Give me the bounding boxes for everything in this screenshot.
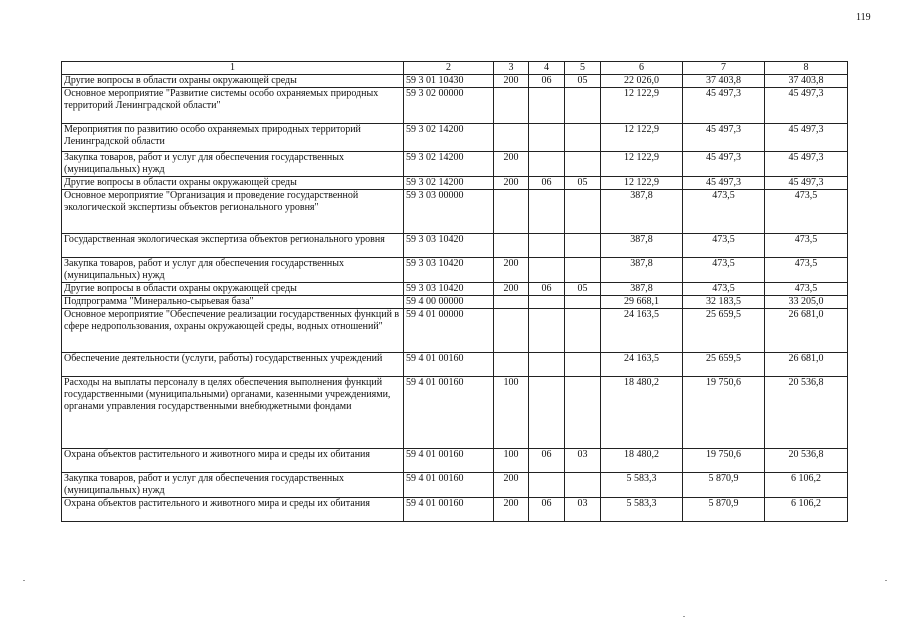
row-vr-cell: 200 bbox=[494, 152, 529, 177]
row-rz-cell bbox=[529, 353, 565, 377]
row-code-cell: 59 3 03 10420 bbox=[404, 234, 494, 258]
row-vr-cell bbox=[494, 124, 529, 152]
row-vr-cell: 100 bbox=[494, 377, 529, 449]
row-code-cell: 59 3 02 14200 bbox=[404, 124, 494, 152]
row-amount-2021-cell: 5 870,9 bbox=[683, 473, 765, 498]
row-pr-cell bbox=[565, 190, 601, 234]
row-amount-2021-cell: 37 403,8 bbox=[683, 75, 765, 88]
row-vr-cell: 200 bbox=[494, 75, 529, 88]
row-pr-cell bbox=[565, 124, 601, 152]
table-row bbox=[62, 177, 848, 190]
row-amount-2021-cell: 5 870,9 bbox=[683, 498, 765, 522]
row-name-cell: Государственная экологическая экспертиза объектов регионального уровня bbox=[62, 234, 404, 258]
scan-speck bbox=[885, 580, 887, 581]
row-vr-cell: 200 bbox=[494, 473, 529, 498]
row-amount-2021-cell: 473,5 bbox=[683, 234, 765, 258]
header-cell: 6 bbox=[601, 62, 683, 75]
row-pr-cell bbox=[565, 473, 601, 498]
row-amount-2020-cell: 387,8 bbox=[601, 234, 683, 258]
table-row bbox=[62, 124, 848, 152]
table-row bbox=[62, 258, 848, 283]
row-code-cell: 59 3 03 10420 bbox=[404, 283, 494, 296]
row-rz-cell bbox=[529, 234, 565, 258]
row-rz-cell: 06 bbox=[529, 283, 565, 296]
row-vr-cell bbox=[494, 353, 529, 377]
row-code-cell: 59 3 02 14200 bbox=[404, 177, 494, 190]
row-name-cell: Другие вопросы в области охраны окружающей среды bbox=[62, 177, 404, 190]
scan-speck bbox=[23, 580, 25, 581]
row-name-cell: Охрана объектов растительного и животного мира и среды их обитания bbox=[62, 498, 404, 522]
row-amount-2020-cell: 18 480,2 bbox=[601, 377, 683, 449]
header-cell: 8 bbox=[765, 62, 848, 75]
row-amount-2022-cell: 473,5 bbox=[765, 190, 848, 234]
row-amount-2020-cell: 22 026,0 bbox=[601, 75, 683, 88]
row-vr-cell bbox=[494, 190, 529, 234]
row-rz-cell bbox=[529, 124, 565, 152]
row-amount-2020-cell: 12 122,9 bbox=[601, 177, 683, 190]
row-name-cell: Другие вопросы в области охраны окружающей среды bbox=[62, 75, 404, 88]
row-rz-cell bbox=[529, 473, 565, 498]
row-rz-cell: 06 bbox=[529, 449, 565, 473]
row-name-cell: Другие вопросы в области охраны окружающей среды bbox=[62, 283, 404, 296]
row-rz-cell bbox=[529, 88, 565, 124]
row-name-cell: Подпрограмма "Минерально-сырьевая база" bbox=[62, 296, 404, 309]
row-code-cell: 59 4 01 00160 bbox=[404, 473, 494, 498]
row-code-cell: 59 3 01 10430 bbox=[404, 75, 494, 88]
row-code-cell: 59 3 02 14200 bbox=[404, 152, 494, 177]
row-amount-2022-cell: 6 106,2 bbox=[765, 473, 848, 498]
row-amount-2021-cell: 473,5 bbox=[683, 283, 765, 296]
row-amount-2022-cell: 26 681,0 bbox=[765, 353, 848, 377]
row-amount-2020-cell: 5 583,3 bbox=[601, 498, 683, 522]
row-amount-2020-cell: 387,8 bbox=[601, 258, 683, 283]
row-amount-2022-cell: 20 536,8 bbox=[765, 377, 848, 449]
row-amount-2020-cell: 12 122,9 bbox=[601, 152, 683, 177]
row-pr-cell bbox=[565, 258, 601, 283]
row-amount-2022-cell: 45 497,3 bbox=[765, 124, 848, 152]
row-rz-cell bbox=[529, 296, 565, 309]
row-pr-cell bbox=[565, 152, 601, 177]
row-vr-cell bbox=[494, 296, 529, 309]
row-name-cell: Мероприятия по развитию особо охраняемых природных территорий Ленинградской области bbox=[62, 124, 404, 152]
row-amount-2022-cell: 26 681,0 bbox=[765, 309, 848, 353]
table-row bbox=[62, 283, 848, 296]
row-amount-2022-cell: 33 205,0 bbox=[765, 296, 848, 309]
row-vr-cell: 200 bbox=[494, 283, 529, 296]
table-row bbox=[62, 353, 848, 377]
row-pr-cell: 05 bbox=[565, 75, 601, 88]
header-cell: 1 bbox=[62, 62, 404, 75]
row-code-cell: 59 4 01 00160 bbox=[404, 377, 494, 449]
row-rz-cell bbox=[529, 190, 565, 234]
row-rz-cell: 06 bbox=[529, 75, 565, 88]
row-vr-cell bbox=[494, 88, 529, 124]
row-amount-2020-cell: 24 163,5 bbox=[601, 353, 683, 377]
row-amount-2022-cell: 473,5 bbox=[765, 258, 848, 283]
row-rz-cell bbox=[529, 377, 565, 449]
row-amount-2021-cell: 45 497,3 bbox=[683, 152, 765, 177]
row-pr-cell: 05 bbox=[565, 283, 601, 296]
row-vr-cell bbox=[494, 309, 529, 353]
row-amount-2021-cell: 473,5 bbox=[683, 258, 765, 283]
row-rz-cell bbox=[529, 309, 565, 353]
row-pr-cell bbox=[565, 309, 601, 353]
row-pr-cell bbox=[565, 234, 601, 258]
row-amount-2021-cell: 25 659,5 bbox=[683, 309, 765, 353]
table-row bbox=[62, 152, 848, 177]
row-vr-cell bbox=[494, 234, 529, 258]
row-name-cell: Обеспечение деятельности (услуги, работы) государственных учреждений bbox=[62, 353, 404, 377]
table-row bbox=[62, 309, 848, 353]
table-row bbox=[62, 190, 848, 234]
table-row bbox=[62, 75, 848, 88]
row-rz-cell bbox=[529, 258, 565, 283]
header-cell: 2 bbox=[404, 62, 494, 75]
row-code-cell: 59 3 02 00000 bbox=[404, 88, 494, 124]
row-rz-cell: 06 bbox=[529, 498, 565, 522]
header-cell: 3 bbox=[494, 62, 529, 75]
row-name-cell: Основное мероприятие "Развитие системы особо охраняемых природных территорий Ленинградской области" bbox=[62, 88, 404, 124]
row-vr-cell: 200 bbox=[494, 498, 529, 522]
row-amount-2021-cell: 19 750,6 bbox=[683, 449, 765, 473]
row-code-cell: 59 4 01 00160 bbox=[404, 498, 494, 522]
row-vr-cell: 100 bbox=[494, 449, 529, 473]
table-row bbox=[62, 449, 848, 473]
row-amount-2020-cell: 24 163,5 bbox=[601, 309, 683, 353]
table-row bbox=[62, 377, 848, 449]
row-pr-cell bbox=[565, 296, 601, 309]
budget-table bbox=[61, 61, 848, 522]
row-amount-2022-cell: 45 497,3 bbox=[765, 88, 848, 124]
row-name-cell: Основное мероприятие "Организация и проведение государственной экологической экспертизы объектов регионального уровня" bbox=[62, 190, 404, 234]
row-amount-2022-cell: 473,5 bbox=[765, 234, 848, 258]
row-amount-2022-cell: 6 106,2 bbox=[765, 498, 848, 522]
row-amount-2021-cell: 19 750,6 bbox=[683, 377, 765, 449]
header-cell: 7 bbox=[683, 62, 765, 75]
row-amount-2021-cell: 45 497,3 bbox=[683, 124, 765, 152]
row-name-cell: Расходы на выплаты персоналу в целях обеспечения выполнения функций государственными (муниципальными) органами, казенными учреждениями, органами управления государственными внебюджетными фондами bbox=[62, 377, 404, 449]
table-row bbox=[62, 234, 848, 258]
table-row bbox=[62, 88, 848, 124]
row-amount-2020-cell: 12 122,9 bbox=[601, 124, 683, 152]
row-pr-cell bbox=[565, 88, 601, 124]
row-pr-cell: 05 bbox=[565, 177, 601, 190]
row-name-cell: Основное мероприятие "Обеспечение реализации государственных функций в сфере недропользования, охраны окружающей среды, водных отношений" bbox=[62, 309, 404, 353]
row-rz-cell bbox=[529, 152, 565, 177]
row-amount-2020-cell: 5 583,3 bbox=[601, 473, 683, 498]
table-row bbox=[62, 296, 848, 309]
header-cell: 5 bbox=[565, 62, 601, 75]
row-amount-2021-cell: 473,5 bbox=[683, 190, 765, 234]
row-name-cell: Охрана объектов растительного и животного мира и среды их обитания bbox=[62, 449, 404, 473]
row-amount-2022-cell: 45 497,3 bbox=[765, 177, 848, 190]
row-amount-2020-cell: 18 480,2 bbox=[601, 449, 683, 473]
row-vr-cell: 200 bbox=[494, 177, 529, 190]
row-amount-2020-cell: 12 122,9 bbox=[601, 88, 683, 124]
row-name-cell: Закупка товаров, работ и услуг для обеспечения государственных (муниципальных) нужд bbox=[62, 473, 404, 498]
row-vr-cell: 200 bbox=[494, 258, 529, 283]
row-amount-2022-cell: 37 403,8 bbox=[765, 75, 848, 88]
row-amount-2022-cell: 473,5 bbox=[765, 283, 848, 296]
row-code-cell: 59 4 00 00000 bbox=[404, 296, 494, 309]
row-amount-2021-cell: 45 497,3 bbox=[683, 88, 765, 124]
table-header-row bbox=[62, 62, 848, 75]
row-code-cell: 59 4 01 00160 bbox=[404, 353, 494, 377]
row-amount-2021-cell: 32 183,5 bbox=[683, 296, 765, 309]
table-row bbox=[62, 473, 848, 498]
row-name-cell: Закупка товаров, работ и услуг для обеспечения государственных (муниципальных) нужд bbox=[62, 258, 404, 283]
page-number: 119 bbox=[856, 12, 871, 23]
row-rz-cell: 06 bbox=[529, 177, 565, 190]
row-pr-cell: 03 bbox=[565, 449, 601, 473]
row-code-cell: 59 4 01 00000 bbox=[404, 309, 494, 353]
scan-speck bbox=[683, 616, 685, 617]
row-code-cell: 59 3 03 00000 bbox=[404, 190, 494, 234]
row-amount-2020-cell: 29 668,1 bbox=[601, 296, 683, 309]
row-pr-cell bbox=[565, 377, 601, 449]
row-code-cell: 59 4 01 00160 bbox=[404, 449, 494, 473]
row-name-cell: Закупка товаров, работ и услуг для обеспечения государственных (муниципальных) нужд bbox=[62, 152, 404, 177]
header-cell: 4 bbox=[529, 62, 565, 75]
table-row bbox=[62, 498, 848, 522]
row-amount-2022-cell: 20 536,8 bbox=[765, 449, 848, 473]
row-pr-cell bbox=[565, 353, 601, 377]
row-amount-2020-cell: 387,8 bbox=[601, 190, 683, 234]
row-amount-2020-cell: 387,8 bbox=[601, 283, 683, 296]
row-amount-2021-cell: 25 659,5 bbox=[683, 353, 765, 377]
row-code-cell: 59 3 03 10420 bbox=[404, 258, 494, 283]
row-pr-cell: 03 bbox=[565, 498, 601, 522]
row-amount-2021-cell: 45 497,3 bbox=[683, 177, 765, 190]
row-amount-2022-cell: 45 497,3 bbox=[765, 152, 848, 177]
